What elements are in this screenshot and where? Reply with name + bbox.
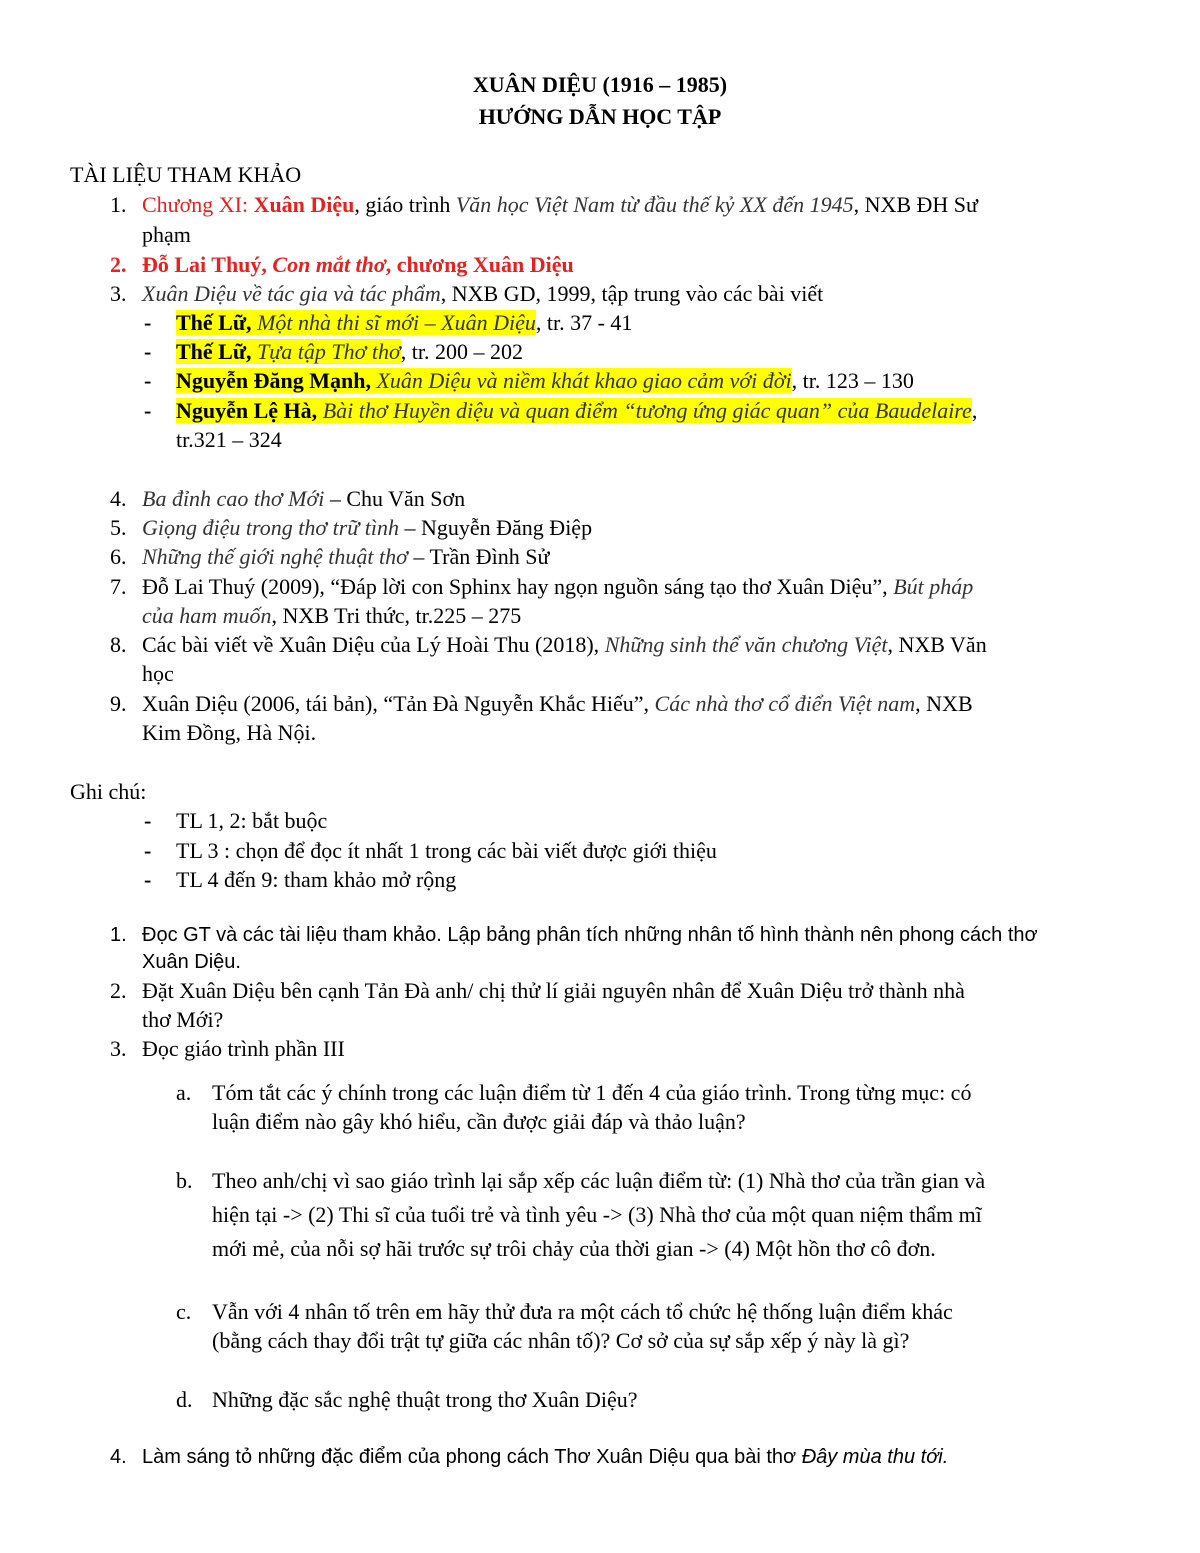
sub-ref-4 bbox=[176, 396, 977, 425]
ref-1-author: Xuân Diệu bbox=[253, 192, 355, 217]
sub-ref-1-title: Một nhà thi sĩ mới – Xuân Diệu bbox=[251, 310, 536, 335]
sub-ref-3-pages: , tr. 123 – 130 bbox=[791, 368, 914, 393]
task-number: 4. bbox=[110, 1446, 127, 1468]
subtask-c-line-1: Vẫn với 4 nhân tố trên em hãy thử đưa ra một cách tổ chức hệ thống luận điểm khác bbox=[212, 1299, 953, 1324]
task-4-poem: Đây mùa thu tới. bbox=[801, 1446, 949, 1468]
sub-ref-3-title: Xuân Diệu và niềm khát khao giao cảm với đời bbox=[370, 368, 792, 393]
ref-9-publisher: , NXB bbox=[915, 691, 973, 716]
ref-4 bbox=[142, 484, 465, 513]
ref-7-text: Đỗ Lai Thuý (2009), “Đáp lời con Sphinx hay ngọn nguồn sáng tạo thơ Xuân Diệu”, bbox=[142, 574, 894, 599]
ref-7-publisher: , NXB Tri thức, tr.225 – 275 bbox=[271, 603, 522, 628]
subtask-letter: d. bbox=[176, 1387, 193, 1412]
ref-1-chapter: Chương XI: bbox=[142, 192, 254, 217]
ref-1-publisher: , NXB ĐH Sư bbox=[853, 192, 978, 217]
ref-8-cont: học bbox=[142, 661, 174, 686]
dash-bullet: - bbox=[144, 339, 152, 364]
sub-ref-4-comma: , bbox=[971, 398, 978, 423]
task-3-line-1: Đọc giáo trình phần III bbox=[142, 1036, 345, 1061]
sub-ref-2 bbox=[176, 337, 523, 366]
ref-8-book: Những sinh thể văn chương Việt bbox=[604, 632, 888, 657]
ref-9 bbox=[142, 689, 973, 718]
ref-8 bbox=[142, 630, 987, 659]
notes-heading: Ghi chú: bbox=[70, 779, 147, 804]
dash-bullet: - bbox=[144, 398, 152, 423]
sub-ref-1-pages: , tr. 37 - 41 bbox=[535, 310, 633, 335]
dash-bullet: - bbox=[144, 838, 152, 863]
task-2-line-1: Đặt Xuân Diệu bên cạnh Tản Đà anh/ chị thử lí giải nguyên nhân để Xuân Diệu trở thành nhà bbox=[142, 978, 965, 1003]
ref-number: 4. bbox=[110, 486, 127, 511]
ref-2-book: Con mắt thơ bbox=[272, 252, 386, 277]
subtask-b-line-3: mới mẻ, của nỗi sợ hãi trước sự trôi chảy của thời gian -> (4) Một hồn thơ cô đơn. bbox=[212, 1236, 936, 1261]
task-2-line-2: thơ Mới? bbox=[142, 1007, 224, 1032]
dash-bullet: - bbox=[144, 310, 152, 335]
ref-9-cont: Kim Đồng, Hà Nội. bbox=[142, 720, 317, 745]
ref-9-text: Xuân Diệu (2006, tái bản), “Tản Đà Nguyễn Khắc Hiếu”, bbox=[142, 691, 655, 716]
task-number: 1. bbox=[110, 924, 127, 946]
sub-ref-1-author: Thế Lữ, bbox=[176, 310, 252, 335]
subtask-b-line-2: hiện tại -> (2) Thi sĩ của tuổi trẻ và tình yêu -> (3) Nhà thơ của một quan niệm thẩm mĩ bbox=[212, 1202, 982, 1227]
refs-heading: TÀI LIỆU THAM KHẢO bbox=[70, 162, 302, 187]
ref-1-text: , giáo trình bbox=[354, 192, 456, 217]
dash-bullet: - bbox=[144, 867, 152, 892]
ref-number: 1. bbox=[110, 192, 127, 217]
task-4-text: Làm sáng tỏ những đặc điểm của phong cách Thơ Xuân Diệu qua bài thơ bbox=[142, 1446, 802, 1468]
subtask-c-line-2: (bằng cách thay đổi trật tự giữa các nhân tố)? Cơ sở của sự sắp xếp ý này là gì? bbox=[212, 1328, 910, 1353]
subtask-letter: b. bbox=[176, 1168, 193, 1193]
dash-bullet: - bbox=[144, 368, 152, 393]
task-1-line-1: Đọc GT và các tài liệu tham khảo. Lập bảng phân tích những nhân tố hình thành nên phong cách thơ bbox=[142, 924, 1038, 946]
ref-3-text: , NXB GD, 1999, tập trung vào các bài viết bbox=[440, 281, 824, 306]
subtask-d-line-1: Những đặc sắc nghệ thuật trong thơ Xuân Diệu? bbox=[212, 1387, 638, 1412]
ref-2-chapter: , chương Xuân Diệu bbox=[385, 252, 574, 277]
ref-2-author: Đỗ Lai Thuý, bbox=[142, 252, 273, 277]
sub-ref-4-author: Nguyễn Lệ Hà, bbox=[176, 398, 318, 423]
subtask-b-line-1: Theo anh/chị vì sao giáo trình lại sắp xếp các luận điểm từ: (1) Nhà thơ của trần gian và bbox=[212, 1168, 986, 1193]
ref-7 bbox=[142, 572, 973, 601]
ref-9-book: Các nhà thơ cổ điển Việt nam bbox=[654, 691, 916, 716]
sub-ref-1 bbox=[176, 308, 632, 337]
ref-7-book-cont: của ham muốn bbox=[142, 603, 272, 628]
sub-ref-2-author: Thế Lữ, bbox=[176, 339, 252, 364]
sub-ref-3-author: Nguyễn Đăng Mạnh, bbox=[176, 368, 371, 393]
task-number: 2. bbox=[110, 978, 127, 1003]
doc-subtitle: HƯỚNG DẪN HỌC TẬP bbox=[478, 104, 722, 129]
ref-8-text: Các bài viết về Xuân Diệu của Lý Hoài Thu (2018), bbox=[142, 632, 605, 657]
task-4 bbox=[142, 1443, 948, 1472]
ref-7-cont bbox=[142, 601, 521, 630]
ref-number: 3. bbox=[110, 281, 127, 306]
ref-number: 5. bbox=[110, 515, 127, 540]
ref-6-title: Những thế giới nghệ thuật thơ bbox=[142, 544, 408, 569]
sub-ref-2-title: Tựa tập Thơ thơ bbox=[251, 339, 401, 364]
ref-1 bbox=[142, 190, 978, 219]
task-number: 3. bbox=[110, 1036, 127, 1061]
sub-ref-2-pages: , tr. 200 – 202 bbox=[400, 339, 523, 364]
ref-6-author: – Trần Đình Sử bbox=[407, 544, 550, 569]
ref-3-book: Xuân Diệu về tác gia và tác phẩm bbox=[142, 281, 441, 306]
doc-title: XUÂN DIỆU (1916 – 1985) bbox=[472, 72, 728, 97]
ref-1-book: Văn học Việt Nam từ đầu thế kỷ XX đến 1945 bbox=[455, 192, 854, 217]
subtask-a-line-2: luận điểm nào gây khó hiểu, cần được giải đáp và thảo luận? bbox=[212, 1109, 746, 1134]
sub-ref-3 bbox=[176, 366, 914, 395]
ref-3 bbox=[142, 279, 823, 308]
ref-number: 8. bbox=[110, 632, 127, 657]
subtask-letter: c. bbox=[176, 1299, 192, 1324]
note-item: TL 4 đến 9: tham khảo mở rộng bbox=[176, 867, 457, 892]
ref-1-cont: phạm bbox=[142, 222, 191, 247]
note-item: TL 3 : chọn để đọc ít nhất 1 trong các bài viết được giới thiệu bbox=[176, 838, 717, 863]
note-item: TL 1, 2: bắt buộc bbox=[176, 808, 328, 833]
ref-5 bbox=[142, 513, 592, 542]
subtask-a-line-1: Tóm tắt các ý chính trong các luận điểm từ 1 đến 4 của giáo trình. Trong từng mục: có bbox=[212, 1080, 972, 1105]
sub-ref-4-title: Bài thơ Huyền diệu và quan điểm “tương ứng giác quan” của Baudelaire bbox=[317, 398, 972, 423]
ref-number: 6. bbox=[110, 544, 127, 569]
ref-4-title: Ba đỉnh cao thơ Mới bbox=[142, 486, 325, 511]
sub-ref-4-pages: tr.321 – 324 bbox=[176, 427, 282, 452]
ref-number: 9. bbox=[110, 691, 127, 716]
subtask-letter: a. bbox=[176, 1080, 192, 1105]
ref-7-book: Bút pháp bbox=[893, 574, 974, 599]
ref-2 bbox=[142, 250, 574, 279]
ref-6 bbox=[142, 542, 549, 571]
ref-number: 7. bbox=[110, 574, 127, 599]
dash-bullet: - bbox=[144, 808, 152, 833]
ref-number: 2. bbox=[110, 252, 127, 277]
ref-8-publisher: , NXB Văn bbox=[887, 632, 987, 657]
task-1-line-2: Xuân Diệu. bbox=[142, 951, 241, 973]
ref-5-author: – Nguyễn Đăng Điệp bbox=[404, 515, 593, 540]
ref-4-author: – Chu Văn Sơn bbox=[324, 486, 466, 511]
ref-5-title: Giọng điệu trong thơ trữ tình bbox=[142, 515, 405, 540]
